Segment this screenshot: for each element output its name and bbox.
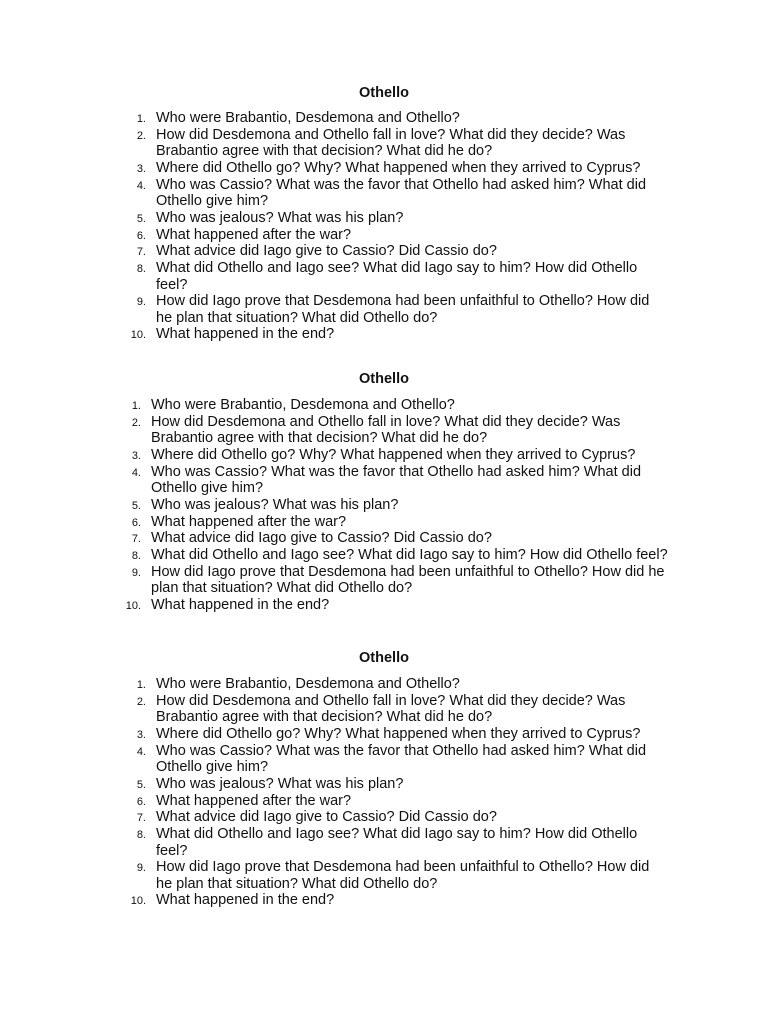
question-number: 7. bbox=[136, 812, 146, 825]
question-number: 1. bbox=[131, 400, 141, 412]
question-text: What did Othello and Iago see? What did Iago say to him? How did Othello feel? bbox=[151, 546, 668, 563]
question-number: 8. bbox=[131, 549, 141, 562]
question-text: Brabantio agree with that decision? What did he do? bbox=[156, 143, 493, 160]
question-text: What advice did Iago give to Cassio? Did Cassio do? bbox=[151, 530, 492, 547]
question-text: What advice did Iago give to Cassio? Did Cassio do? bbox=[156, 809, 497, 826]
question-number: 4. bbox=[136, 745, 146, 758]
question-text: feel? bbox=[156, 276, 188, 293]
question-number: 6. bbox=[136, 229, 146, 242]
question-number: 5. bbox=[131, 499, 141, 512]
section-title: Othello bbox=[359, 371, 409, 387]
question-number: 3. bbox=[136, 728, 146, 741]
question-number: 2. bbox=[131, 416, 141, 429]
question-number: 4. bbox=[136, 179, 146, 192]
question-text: What happened after the war? bbox=[156, 792, 352, 809]
question-text: How did Iago prove that Desdemona had been unfaithful to Othello? How did bbox=[156, 859, 650, 876]
question-text: Who were Brabantio, Desdemona and Othello? bbox=[156, 676, 460, 692]
question-number: 5. bbox=[136, 778, 146, 791]
question-text: Who was jealous? What was his plan? bbox=[151, 496, 399, 513]
question-text: feel? bbox=[156, 842, 188, 859]
question-text: Who was jealous? What was his plan? bbox=[156, 775, 404, 792]
question-text: How did Desdemona and Othello fall in love? What did they decide? Was bbox=[156, 692, 626, 709]
question-text: Othello give him? bbox=[156, 759, 269, 776]
question-text: What did Othello and Iago see? What did Iago say to him? How did Othello bbox=[156, 259, 638, 276]
section-title: Othello bbox=[359, 85, 409, 101]
question-text: he plan that situation? What did Othello do? bbox=[156, 309, 438, 326]
question-number: 5. bbox=[136, 212, 146, 225]
question-text: Othello give him? bbox=[151, 480, 264, 497]
question-text: How did Iago prove that Desdemona had been unfaithful to Othello? How did bbox=[156, 293, 650, 310]
question-number: 9. bbox=[131, 566, 141, 579]
section-title: Othello bbox=[359, 650, 409, 666]
question-text: How did Desdemona and Othello fall in love? What did they decide? Was bbox=[151, 413, 621, 430]
question-number: 3. bbox=[136, 162, 146, 175]
question-text: Who was Cassio? What was the favor that Othello had asked him? What did bbox=[151, 463, 642, 480]
question-text: Who was Cassio? What was the favor that Othello had asked him? What did bbox=[156, 742, 647, 759]
question-text: Brabantio agree with that decision? What did he do? bbox=[156, 709, 493, 726]
question-text: What did Othello and Iago see? What did Iago say to him? How did Othello bbox=[156, 825, 638, 842]
question-text: Who were Brabantio, Desdemona and Othello? bbox=[151, 397, 455, 413]
question-number: 9. bbox=[136, 296, 146, 309]
question-text: Who were Brabantio, Desdemona and Othello? bbox=[156, 110, 460, 126]
question-text: How did Iago prove that Desdemona had been unfaithful to Othello? How did he bbox=[151, 563, 665, 580]
question-text: What happened after the war? bbox=[151, 513, 347, 530]
question-text: What advice did Iago give to Cassio? Did Cassio do? bbox=[156, 243, 497, 260]
question-number: 4. bbox=[131, 466, 141, 479]
question-number: 10. bbox=[130, 329, 146, 342]
question-number: 1. bbox=[136, 679, 146, 691]
question-text: he plan that situation? What did Othello do? bbox=[156, 875, 438, 892]
question-number: 1. bbox=[136, 113, 146, 125]
question-text: plan that situation? What did Othello do? bbox=[151, 580, 413, 597]
question-number: 10. bbox=[130, 895, 146, 908]
question-text: What happened in the end? bbox=[156, 326, 335, 343]
question-number: 7. bbox=[131, 533, 141, 546]
question-number: 9. bbox=[136, 862, 146, 875]
question-number: 2. bbox=[136, 695, 146, 708]
question-number: 8. bbox=[136, 828, 146, 841]
question-text: Othello give him? bbox=[156, 193, 269, 210]
question-text: Who was jealous? What was his plan? bbox=[156, 209, 404, 226]
question-number: 6. bbox=[136, 795, 146, 808]
question-number: 7. bbox=[136, 246, 146, 259]
question-text: What happened in the end? bbox=[151, 596, 330, 613]
question-text: Where did Othello go? Why? What happened when they arrived to Cyprus? bbox=[156, 159, 641, 176]
question-number: 8. bbox=[136, 262, 146, 275]
question-number: 6. bbox=[131, 516, 141, 529]
question-text: How did Desdemona and Othello fall in love? What did they decide? Was bbox=[156, 126, 626, 143]
question-text: Where did Othello go? Why? What happened when they arrived to Cyprus? bbox=[156, 725, 641, 742]
question-text: Brabantio agree with that decision? What did he do? bbox=[151, 430, 488, 447]
question-number: 3. bbox=[131, 449, 141, 462]
question-text: Where did Othello go? Why? What happened when they arrived to Cyprus? bbox=[151, 446, 636, 463]
question-number: 10. bbox=[125, 599, 141, 612]
question-text: What happened after the war? bbox=[156, 226, 352, 243]
question-text: Who was Cassio? What was the favor that Othello had asked him? What did bbox=[156, 176, 647, 193]
question-number: 2. bbox=[136, 129, 146, 142]
question-text: What happened in the end? bbox=[156, 892, 335, 909]
